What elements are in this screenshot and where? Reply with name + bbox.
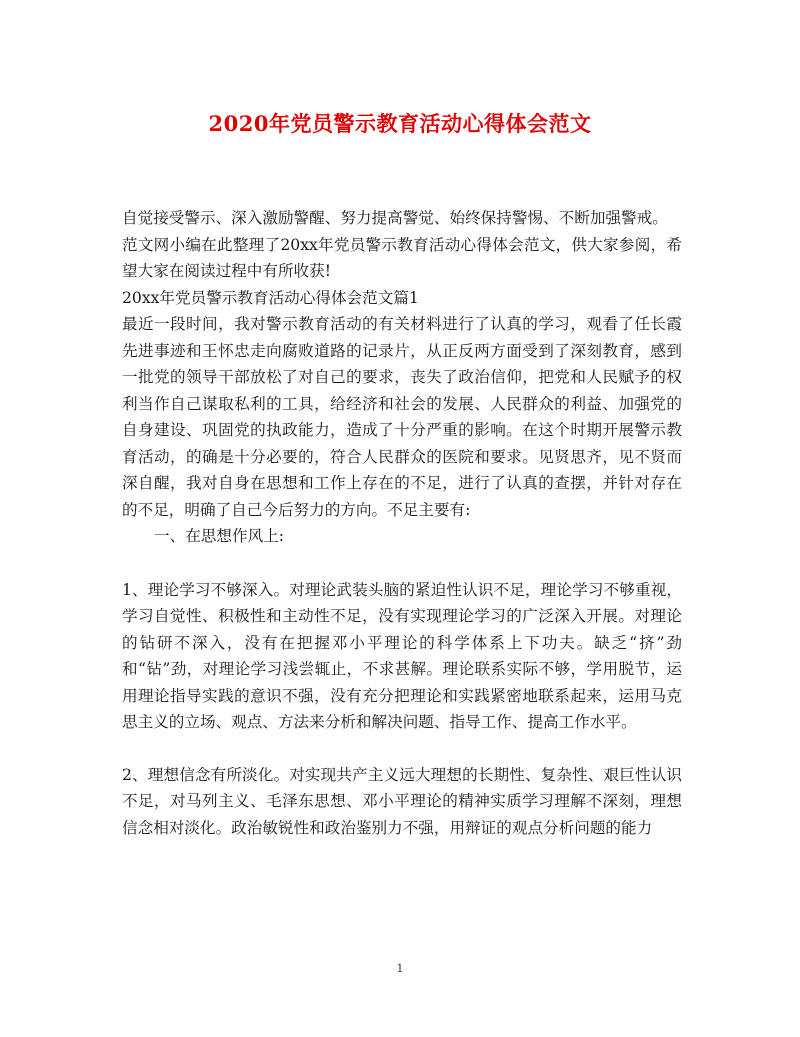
list-item: 2、理想信念有所淡化。对实现共产主义远大理想的长期性、复杂性、艰巨性认识不足，对马列主义、毛泽东思想、邓小平理论的精神实质学习理解不深刻，理想信念相对淡化。政治敏锐性和政治鉴别力不强，用辩证的观点分析问题的能力 — [122, 765, 682, 837]
intro-paragraph: 自觉接受警示、深入激励警醒、努力提高警觉、始终保持警惕、不断加强警戒。 — [122, 209, 668, 227]
document-title: 2020年党员警示教育活动心得体会范文 — [208, 111, 592, 136]
section-heading: 20xx年党员警示教育活动心得体会范文篇1 — [122, 288, 419, 307]
document-body — [122, 205, 682, 841]
subheading: 一、在思想作风上: — [154, 527, 285, 545]
paragraph-gap — [122, 550, 682, 577]
list-item: 1、理论学习不够深入。对理论武装头脑的紧迫性认识不足，理论学习不够重视，学习自觉性、积极性和主动性不足，没有实现理论学习的广泛深入开展。对理论的钻研不深入，没有在把握邓小平理论的科学体系上下功夫。缺乏“挤”劲和“钻”劲，对理论学习浅尝辄止，不求甚解。理论联系实际不够，学用脱节，运用理论指导实践的意识不强，没有充分把理论和实践紧密地联系起来，运用马克思主义的立场、观点、方法来分析和解决问题、指导工作、提高工作水平。 — [122, 580, 682, 731]
intro-note-paragraph: 范文网小编在此整理了20xx年党员警示教育活动心得体会范文，供大家参阅，希望大家在阅读过程中有所收获! — [122, 235, 682, 280]
page-number: 1 — [396, 962, 404, 975]
paragraph-gap — [122, 736, 682, 762]
body-paragraph: 最近一段时间，我对警示教育活动的有关材料进行了认真的学习，观看了任长霞先进事迹和王怀忠走向腐败道路的记录片，从正反两方面受到了深刻教育，感到一批党的领导干部放松了对自己的要求，丧失了政治信仰，把党和人民赋予的权利当作自己谋取私利的工具，给经济和社会的发展、人民群众的利益、加强党的自身建设、巩固党的执政能力，造成了十分严重的影响。在这个时期开展警示教育活动，的确是十分必要的，符合人民群众的医院和要求。见贤思齐，见不贤而深自醒，我对自身在思想和工作上存在的不足，进行了认真的查摆，并针对存在的不足，明确了自己今后努力的方向。不足主要有: — [122, 315, 682, 519]
